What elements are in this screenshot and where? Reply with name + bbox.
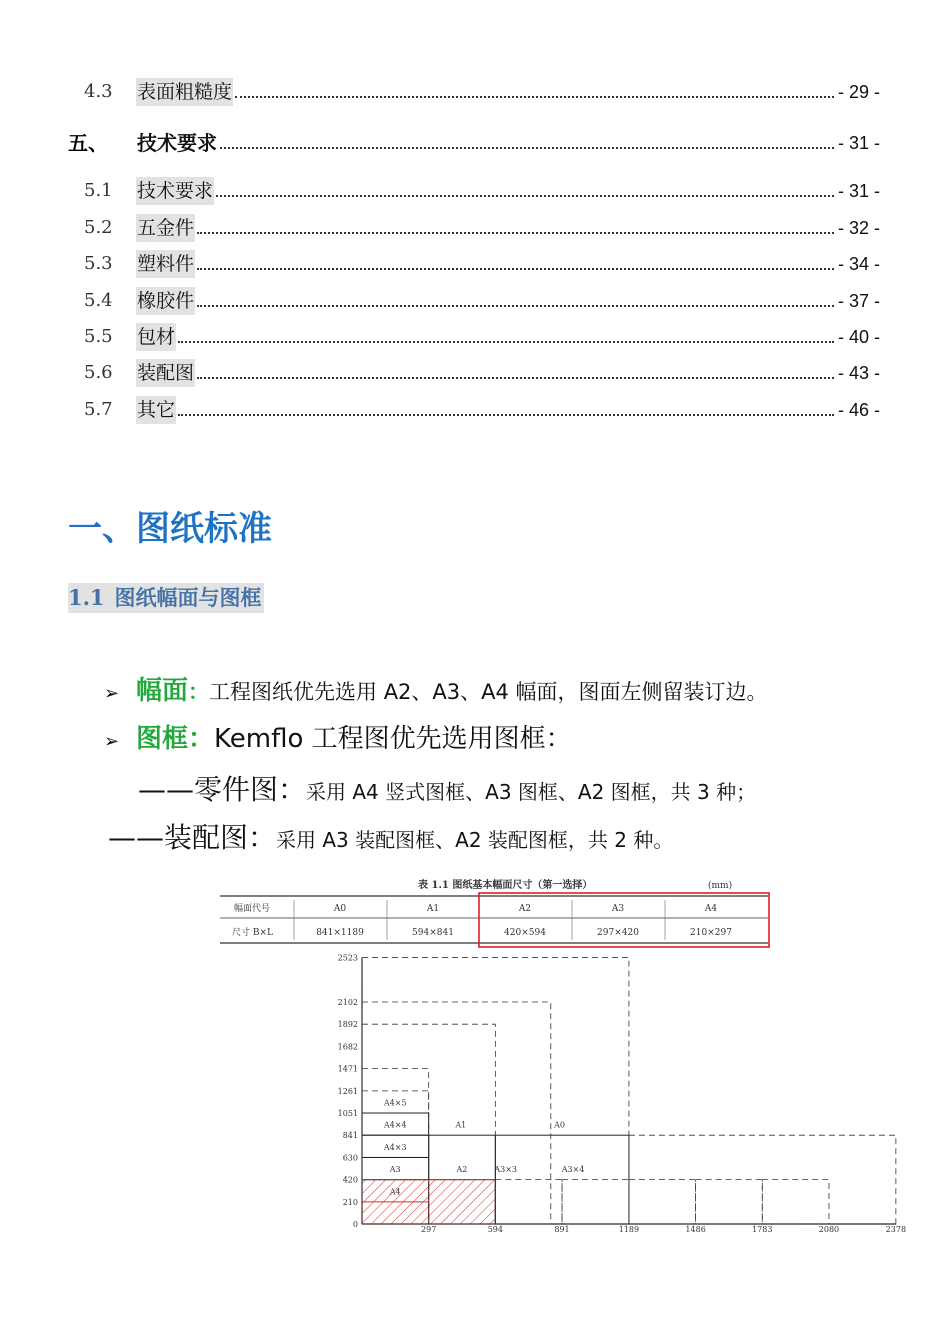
toc-row[interactable] [0, 78, 950, 106]
bullet-text: 工程图纸优先选用 A2、A3、A4 幅面，图面左侧留装订边。 [209, 680, 768, 704]
toc-page-number: - 29 - [837, 82, 880, 102]
bullet-item-frame [104, 719, 572, 759]
toc-dot-leader [178, 414, 834, 416]
table-size-cell: 297×420 [597, 928, 639, 938]
table-code-cell: A2 [518, 904, 532, 914]
section-number: 一、 [68, 509, 136, 549]
x-tick-label: 891 [554, 1225, 570, 1234]
toc-number: 5.7 [84, 399, 113, 420]
subsection-number: 1.1 [68, 585, 105, 610]
cell-label: A3 [389, 1165, 401, 1175]
toc-title: 技术要求 [137, 131, 217, 155]
table-size-label: 尺寸 B×L [232, 928, 273, 938]
table-size-cell: 594×841 [412, 928, 454, 938]
toc-number: 4.3 [84, 81, 113, 102]
toc-dot-leader [235, 96, 834, 98]
toc-title: 塑料件 [136, 250, 195, 278]
cell-label: A2 [456, 1165, 468, 1175]
toc-page-number: - 31 - [837, 133, 880, 153]
cell-label: A0 [554, 1120, 565, 1130]
bullet-colon: ： [188, 724, 215, 754]
table-code-cell: A3 [611, 904, 625, 914]
y-tick-label: 0 [352, 1220, 358, 1229]
y-tick-label: 841 [342, 1131, 358, 1141]
cell-label: A4×5 [383, 1098, 407, 1108]
toc-title: 五金件 [136, 214, 195, 242]
toc-number: 5.5 [84, 326, 113, 347]
cell-label: A4×3 [383, 1142, 407, 1152]
toc-row[interactable] [0, 323, 950, 351]
toc-dot-leader [197, 232, 834, 234]
toc-dot-leader [197, 377, 834, 379]
x-tick-label: 1486 [685, 1225, 706, 1234]
toc-number: 5.3 [84, 253, 113, 274]
toc-number: 5.6 [84, 362, 113, 383]
table-code-cell: A0 [333, 904, 347, 914]
dashed-sheet-outline [495, 1180, 562, 1224]
toc-title: 橡胶件 [136, 287, 195, 315]
y-tick-label: 1471 [337, 1064, 358, 1074]
assembly-drawing-line [108, 818, 673, 858]
toc-dot-leader [197, 305, 834, 307]
highlight-box [479, 893, 769, 947]
y-tick-label: 1892 [337, 1020, 358, 1030]
toc-dot-leader [197, 268, 834, 270]
subline-text: 采用 A3 装配图框、A2 装配图框，共 2 种。 [276, 828, 674, 852]
sheet-size-diagram [218, 872, 907, 1234]
toc-page-number: - 31 - [837, 181, 880, 201]
x-tick-label: 1783 [752, 1225, 773, 1234]
table-caption: 表 1.1 图纸基本幅面尺寸（第一选择） [418, 880, 593, 891]
subline-lead: ——装配图： [108, 821, 277, 854]
y-tick-label: 210 [342, 1197, 358, 1207]
bullet-text: Kemflo 工程图优先选用图框： [214, 724, 572, 754]
y-tick-label: 630 [342, 1153, 358, 1163]
toc-number: 5.1 [84, 180, 113, 201]
x-tick-label: 1189 [618, 1225, 640, 1234]
toc-page-number: - 46 - [837, 400, 880, 420]
toc-number: 5.2 [84, 217, 113, 238]
toc-dot-leader [220, 147, 834, 149]
toc-row[interactable] [0, 177, 950, 205]
subline-lead: ——零件图： [138, 773, 307, 806]
toc-title: 表面粗糙度 [136, 78, 233, 106]
table-size-cell: 841×1189 [316, 928, 364, 938]
y-tick-label: 420 [342, 1175, 358, 1185]
y-tick-label: 1682 [337, 1042, 358, 1052]
bullet-label: 幅面 [136, 676, 189, 706]
section-title: 图纸标准 [136, 509, 272, 549]
toc-dot-leader [216, 195, 834, 197]
y-tick-label: 2102 [337, 998, 358, 1008]
sheet-size-figure [218, 872, 907, 1234]
toc-chapter-row[interactable] [0, 129, 950, 157]
table-unit: (mm) [708, 881, 733, 891]
x-tick-label: 2378 [885, 1225, 907, 1234]
arrow-bullet-icon: ➢ [104, 683, 120, 704]
y-tick-label: 1261 [337, 1086, 358, 1096]
toc-dot-leader [178, 341, 834, 343]
subsection-heading [68, 583, 264, 613]
toc-page-number: - 40 - [837, 327, 880, 347]
cell-label: A3×3 [494, 1165, 518, 1175]
toc-row[interactable] [0, 214, 950, 242]
part-drawing-line [138, 770, 756, 810]
toc-number: 五、 [68, 131, 108, 155]
dashed-sheet-outline [629, 1180, 696, 1224]
x-tick-label: 594 [487, 1225, 503, 1234]
x-tick-label: 2080 [818, 1225, 840, 1234]
toc-row[interactable] [0, 396, 950, 424]
table-size-cell: 420×594 [504, 928, 546, 938]
toc-row[interactable] [0, 359, 950, 387]
bullet-item-format [104, 671, 768, 711]
table-code-cell: A4 [704, 904, 718, 914]
toc-row[interactable] [0, 250, 950, 278]
arrow-bullet-icon: ➢ [104, 731, 120, 752]
cell-label: A4 [389, 1187, 401, 1197]
cell-label: A1 [455, 1120, 467, 1130]
toc-page-number: - 43 - [837, 363, 880, 383]
subline-text: 采用 A4 竖式图框、A3 图框、A2 图框，共 3 种； [306, 780, 757, 804]
y-tick-label: 1051 [337, 1109, 358, 1119]
section-heading [68, 504, 272, 554]
toc-page-number: - 32 - [837, 218, 880, 238]
toc-page-number: - 34 - [837, 254, 880, 274]
toc-number: 5.4 [84, 290, 113, 311]
table-header-label: 幅面代号 [234, 904, 271, 914]
y-tick-label: 2523 [337, 953, 358, 963]
bullet-label: 图框 [136, 724, 189, 754]
toc-page-number: - 37 - [837, 291, 880, 311]
dashed-sheet-outline [696, 1180, 763, 1224]
bullet-colon: ： [188, 680, 210, 704]
subsection-title: 图纸幅面与图框 [114, 586, 262, 610]
dashed-sheet-outline [562, 1180, 629, 1224]
toc-row[interactable] [0, 287, 950, 315]
x-tick-label: 297 [421, 1225, 437, 1234]
table-code-cell: A1 [426, 904, 440, 914]
dashed-sheet-outline [762, 1180, 829, 1224]
toc-title: 装配图 [136, 359, 195, 387]
table-size-cell: 210×297 [690, 928, 732, 938]
toc-title: 包材 [136, 323, 176, 351]
cell-label: A4×4 [383, 1120, 407, 1130]
toc-title: 其它 [136, 396, 176, 424]
toc-title: 技术要求 [136, 177, 214, 205]
cell-label: A3×4 [561, 1165, 585, 1175]
